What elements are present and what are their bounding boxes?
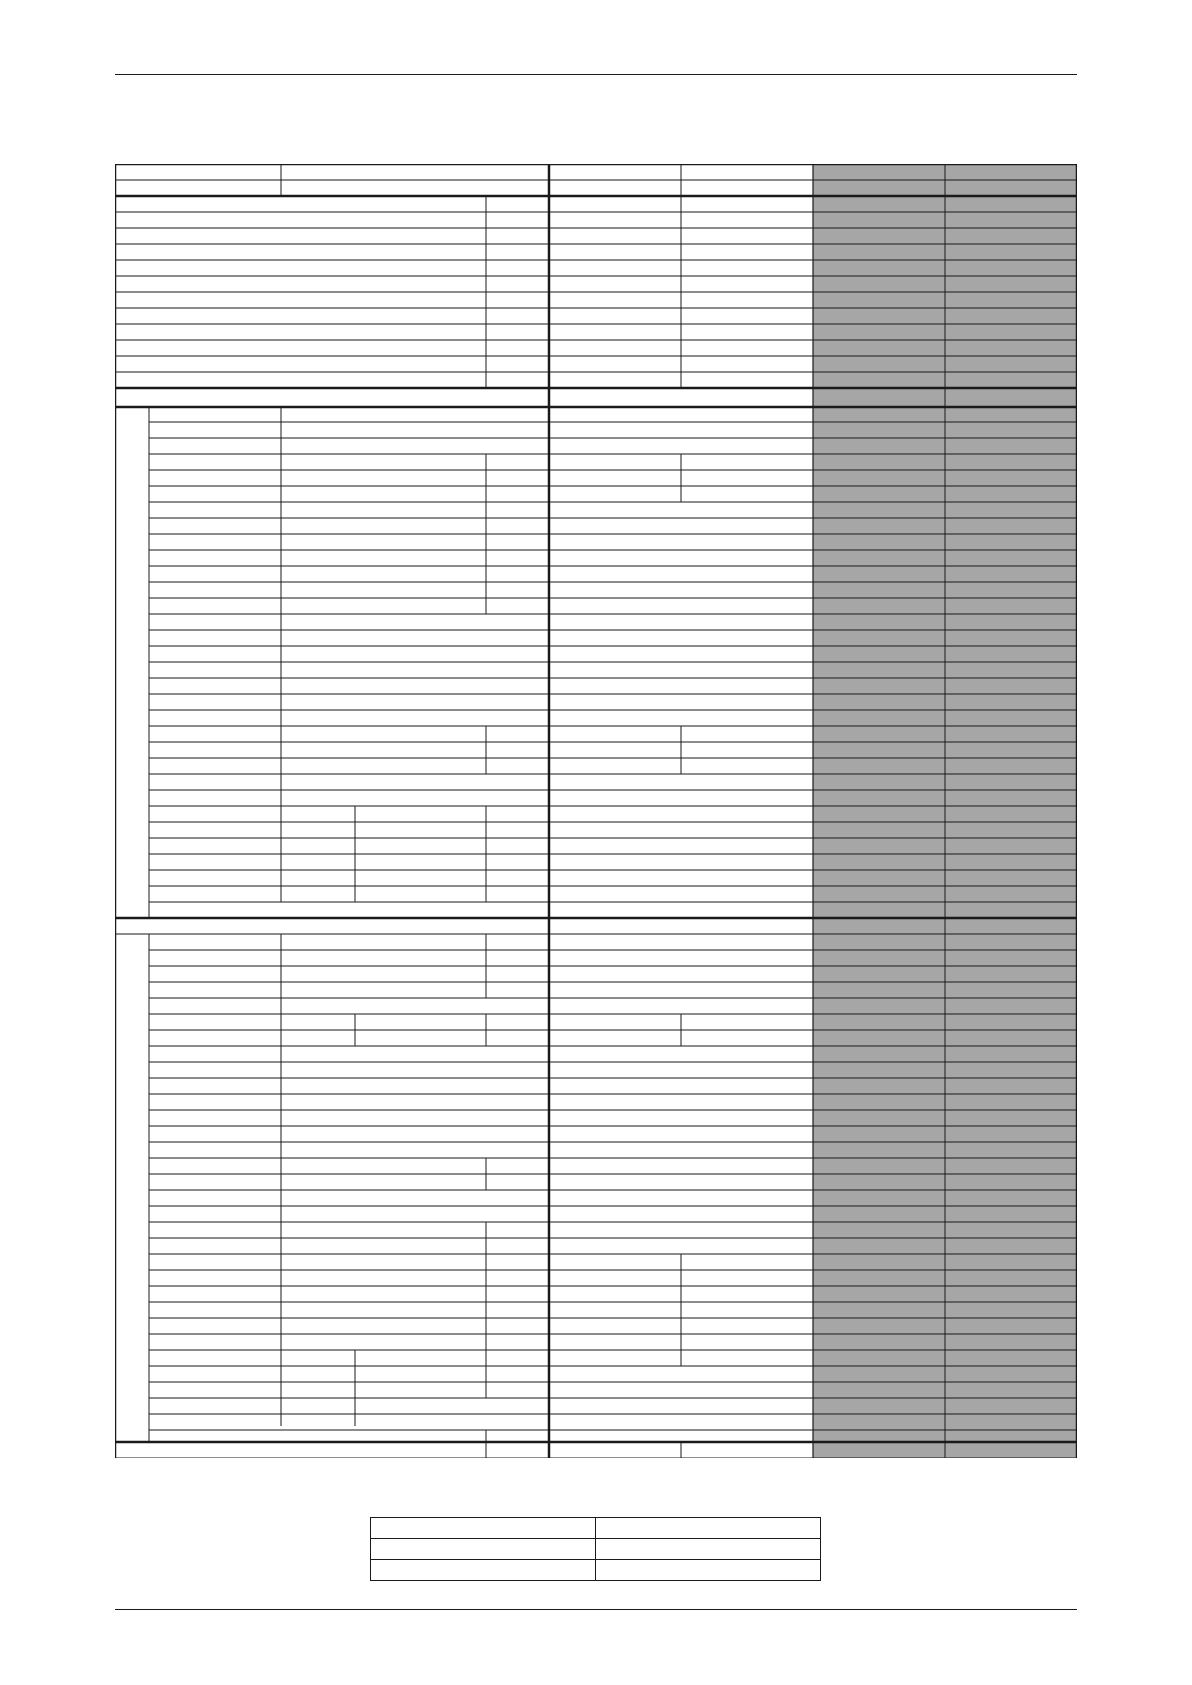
legend-row — [371, 1539, 821, 1560]
specification-grid — [115, 164, 1077, 1458]
header-rule — [115, 74, 1077, 75]
legend-cell — [371, 1518, 596, 1539]
legend-row — [371, 1560, 821, 1581]
legend-table — [370, 1517, 821, 1581]
legend-cell — [371, 1539, 596, 1560]
legend-row — [371, 1518, 821, 1539]
legend-cell — [596, 1518, 821, 1539]
legend-cell — [596, 1560, 821, 1581]
footer-rule — [115, 1609, 1077, 1610]
legend-cell — [371, 1560, 596, 1581]
specification-table — [115, 164, 1077, 1458]
legend-cell — [596, 1539, 821, 1560]
